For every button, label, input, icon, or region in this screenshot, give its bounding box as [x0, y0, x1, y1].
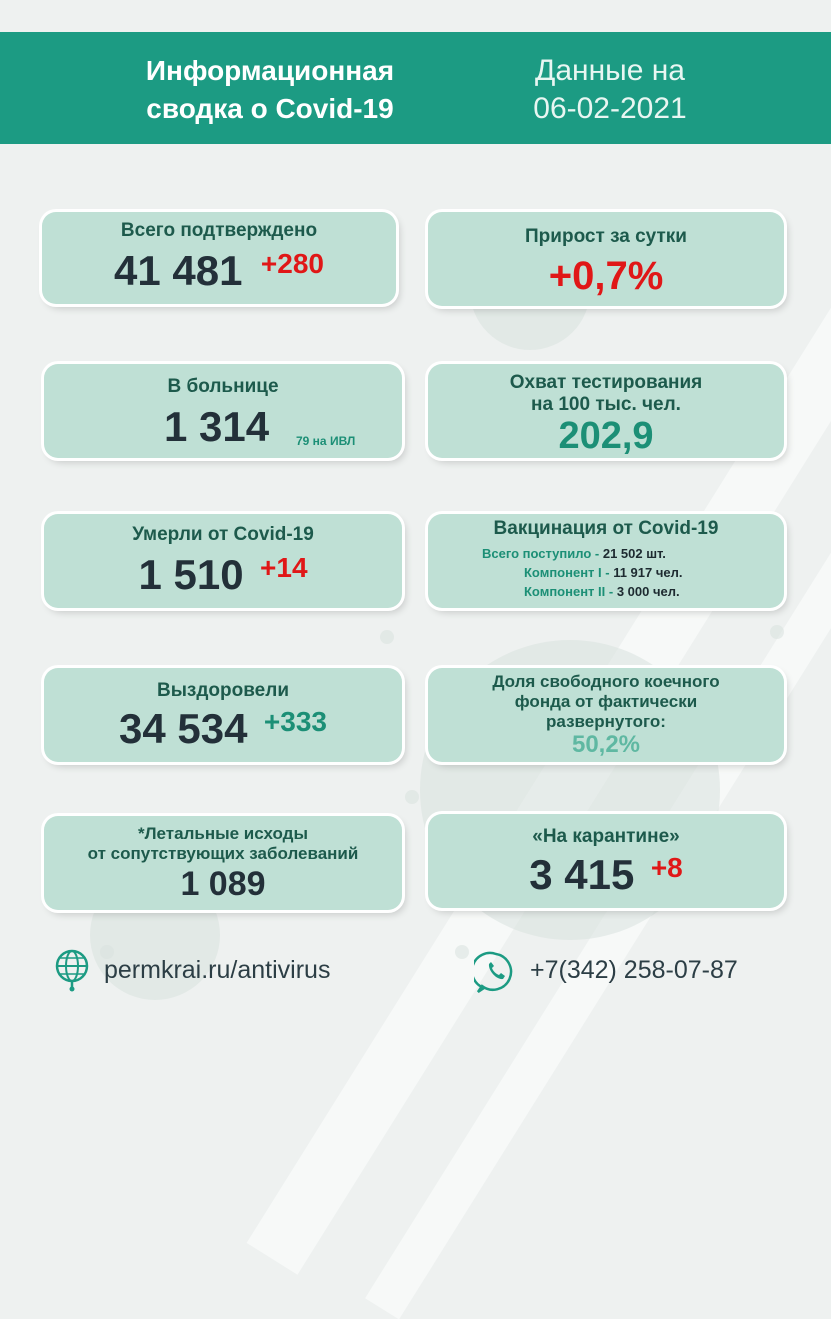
vaccination-component2 — [524, 584, 784, 599]
hospital-label: В больнице — [167, 376, 279, 397]
phone-icon — [474, 950, 518, 994]
report-date — [500, 52, 720, 128]
footer-phone[interactable]: +7(342) 258-07-87 — [530, 956, 738, 984]
card-free-beds — [428, 668, 784, 762]
confirmed-delta: +280 — [260, 248, 324, 279]
card-confirmed — [42, 212, 396, 304]
virus-spike-decoration — [405, 790, 419, 804]
quarantine-value: 3 415 — [529, 851, 635, 898]
vaccination-comp2-value: 3 000 чел. — [616, 584, 680, 599]
recovered-value: 34 534 — [119, 705, 248, 752]
deaths-value: 1 510 — [138, 551, 244, 598]
vaccination-comp1-label: Компонент I - — [524, 565, 614, 580]
beds-label-line1: Доля свободного коечного — [492, 672, 720, 691]
comorbid-label-line1: *Летальные исходы — [138, 824, 308, 843]
testing-label-line2: на 100 тыс. чел. — [531, 394, 681, 415]
header-banner — [0, 32, 831, 144]
footer-site-link[interactable]: permkrai.ru/antivirus — [104, 956, 331, 984]
card-recovered — [44, 668, 402, 762]
card-deaths — [44, 514, 402, 608]
hospital-ventilator-note: 79 на ИВЛ — [296, 434, 356, 448]
quarantine-label: «На карантине» — [532, 826, 680, 847]
page-title — [100, 52, 440, 128]
virus-spike-decoration — [455, 945, 469, 959]
confirmed-label: Всего подтверждено — [120, 220, 318, 241]
deaths-label: Умерли от Covid-19 — [132, 524, 314, 545]
daily-growth-value: +0,7% — [548, 254, 664, 298]
beds-label-line3: развернутого: — [546, 712, 666, 731]
confirmed-value: 41 481 — [114, 247, 243, 294]
card-comorbid-deaths — [44, 816, 402, 910]
comorbid-value: 1 089 — [180, 865, 266, 903]
card-hospital — [44, 364, 402, 458]
vaccination-total-value: 21 502 шт. — [602, 546, 666, 561]
page-title-line2: сводка о Covid-19 — [146, 93, 394, 124]
testing-label-line1: Охват тестирования — [509, 372, 703, 393]
virus-spike-decoration — [380, 630, 394, 644]
card-quarantine — [428, 814, 784, 908]
comorbid-label-line2: от сопутствующих заболеваний — [87, 844, 359, 863]
page-title-line1: Информационная — [145, 55, 395, 86]
vaccination-comp1-value: 11 917 чел. — [613, 565, 683, 580]
testing-value: 202,9 — [558, 415, 654, 457]
card-testing — [428, 364, 784, 458]
report-date-label: Данные на — [535, 54, 685, 87]
card-daily-growth — [428, 212, 784, 306]
quarantine-delta: +8 — [650, 852, 683, 883]
recovered-delta: +333 — [263, 706, 327, 737]
beds-label-line2: фонда от фактически — [514, 692, 698, 711]
vaccination-total — [472, 546, 784, 561]
vaccination-total-label: Всего поступило - — [482, 546, 603, 561]
virus-spike-decoration — [770, 625, 784, 639]
deaths-delta: +14 — [260, 552, 308, 583]
daily-growth-label: Прирост за сутки — [525, 226, 687, 247]
vaccination-comp2-label: Компонент II - — [524, 584, 617, 599]
hospital-value: 1 314 — [164, 403, 270, 450]
vaccination-component1 — [524, 565, 784, 580]
report-date-value: 06-02-2021 — [533, 92, 687, 125]
beds-value: 50,2% — [571, 731, 641, 758]
card-vaccination — [428, 514, 784, 608]
recovered-label: Выздоровели — [156, 680, 290, 701]
globe-icon — [52, 948, 92, 992]
vaccination-label: Вакцинация от Covid-19 — [493, 518, 719, 539]
